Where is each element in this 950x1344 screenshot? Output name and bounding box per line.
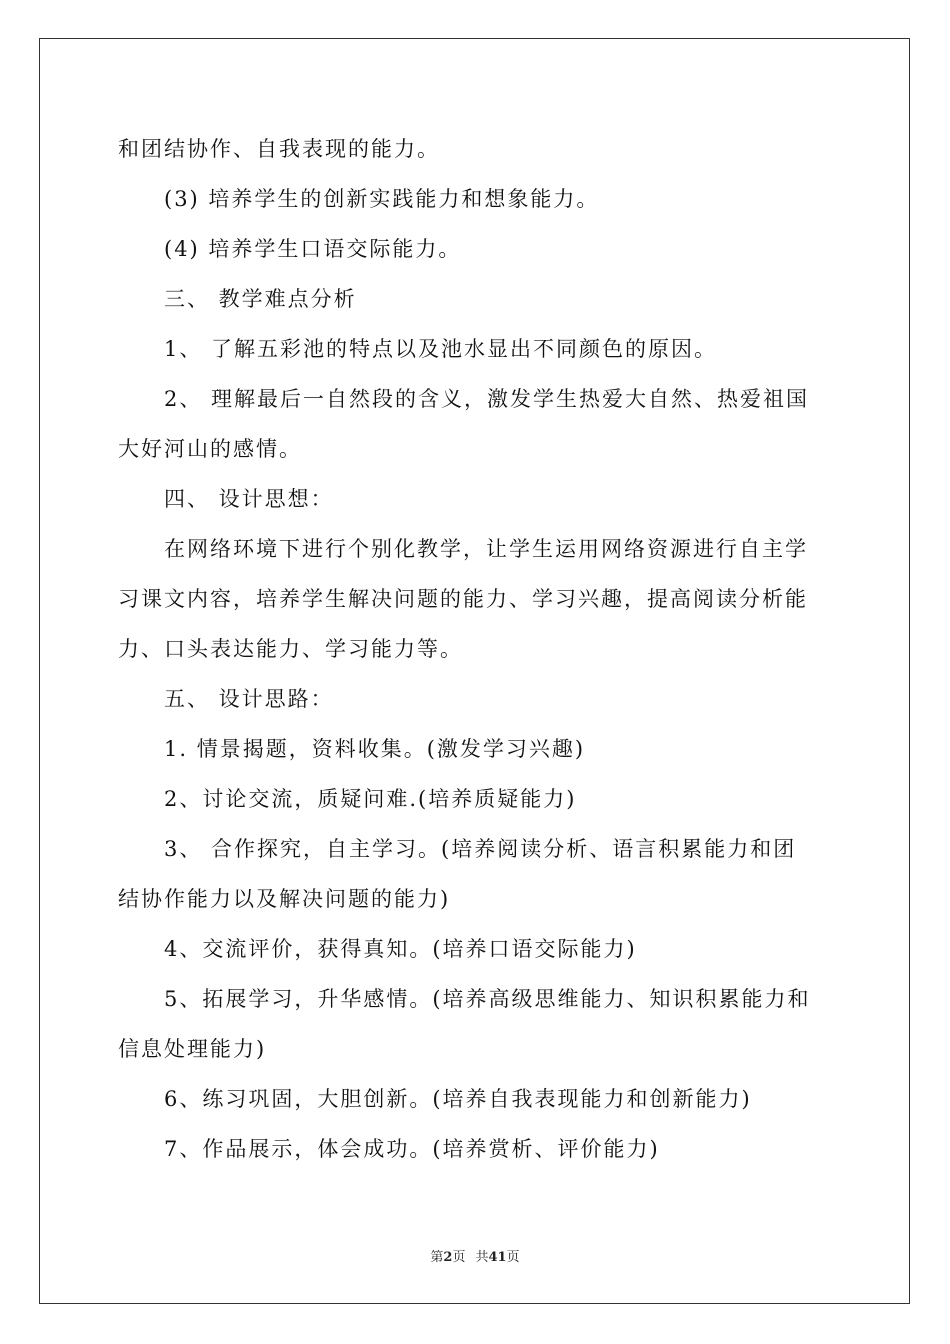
text-line: 2、讨论交流，质疑问难.(培养质疑能力) — [164, 787, 577, 811]
text-line: 大好河山的感情。 — [118, 437, 302, 461]
page-prefix: 第 — [430, 1250, 444, 1265]
section-heading: 四、 设计思想： — [164, 487, 334, 511]
text-line: 信息处理能力) — [118, 1037, 267, 1061]
document-body — [118, 124, 832, 1174]
text-line: 6、练习巩固，大胆创新。(培养自我表现能力和创新能力) — [164, 1087, 752, 1111]
section-heading: 三、 教学难点分析 — [164, 287, 357, 311]
section-heading: 五、 设计思路： — [164, 687, 334, 711]
text-line: 4、交流评价，获得真知。(培养口语交际能力) — [164, 937, 637, 961]
text-line: 力、口头表达能力、学习能力等。 — [118, 637, 463, 661]
text-line: 在网络环境下进行个别化教学，让学生运用网络资源进行自主学 — [164, 537, 808, 561]
text-line: 习课文内容，培养学生解决问题的能力、学习兴趣，提高阅读分析能 — [118, 587, 808, 611]
text-line: 结协作能力以及解决问题的能力) — [118, 887, 451, 911]
text-line: 和团结协作、自我表现的能力。 — [118, 137, 440, 161]
page-number: 2 — [443, 1250, 453, 1265]
text-line: 7、作品展示，体会成功。(培养赏析、评价能力) — [164, 1137, 660, 1161]
total-suffix: 页 — [506, 1250, 520, 1265]
text-line: 1、 了解五彩池的特点以及池水显出不同颜色的原因。 — [164, 337, 718, 361]
page-suffix: 页 — [452, 1250, 466, 1265]
total-pages: 41 — [488, 1250, 507, 1265]
text-line: 1. 情景揭题，资料收集。(激发学习兴趣) — [164, 737, 586, 761]
page-footer — [0, 1246, 950, 1265]
total-prefix: 共 — [475, 1250, 489, 1265]
text-line: 5、拓展学习，升华感情。(培养高级思维能力、知识积累能力和 — [164, 987, 811, 1011]
text-line: (4) 培养学生口语交际能力。 — [164, 237, 462, 261]
text-line: 2、 理解最后一自然段的含义，激发学生热爱大自然、热爱祖国 — [164, 387, 810, 411]
text-line: (3) 培养学生的创新实践能力和想象能力。 — [164, 187, 600, 211]
text-line: 3、 合作探究，自主学习。(培养阅读分析、语言积累能力和团 — [164, 837, 797, 861]
